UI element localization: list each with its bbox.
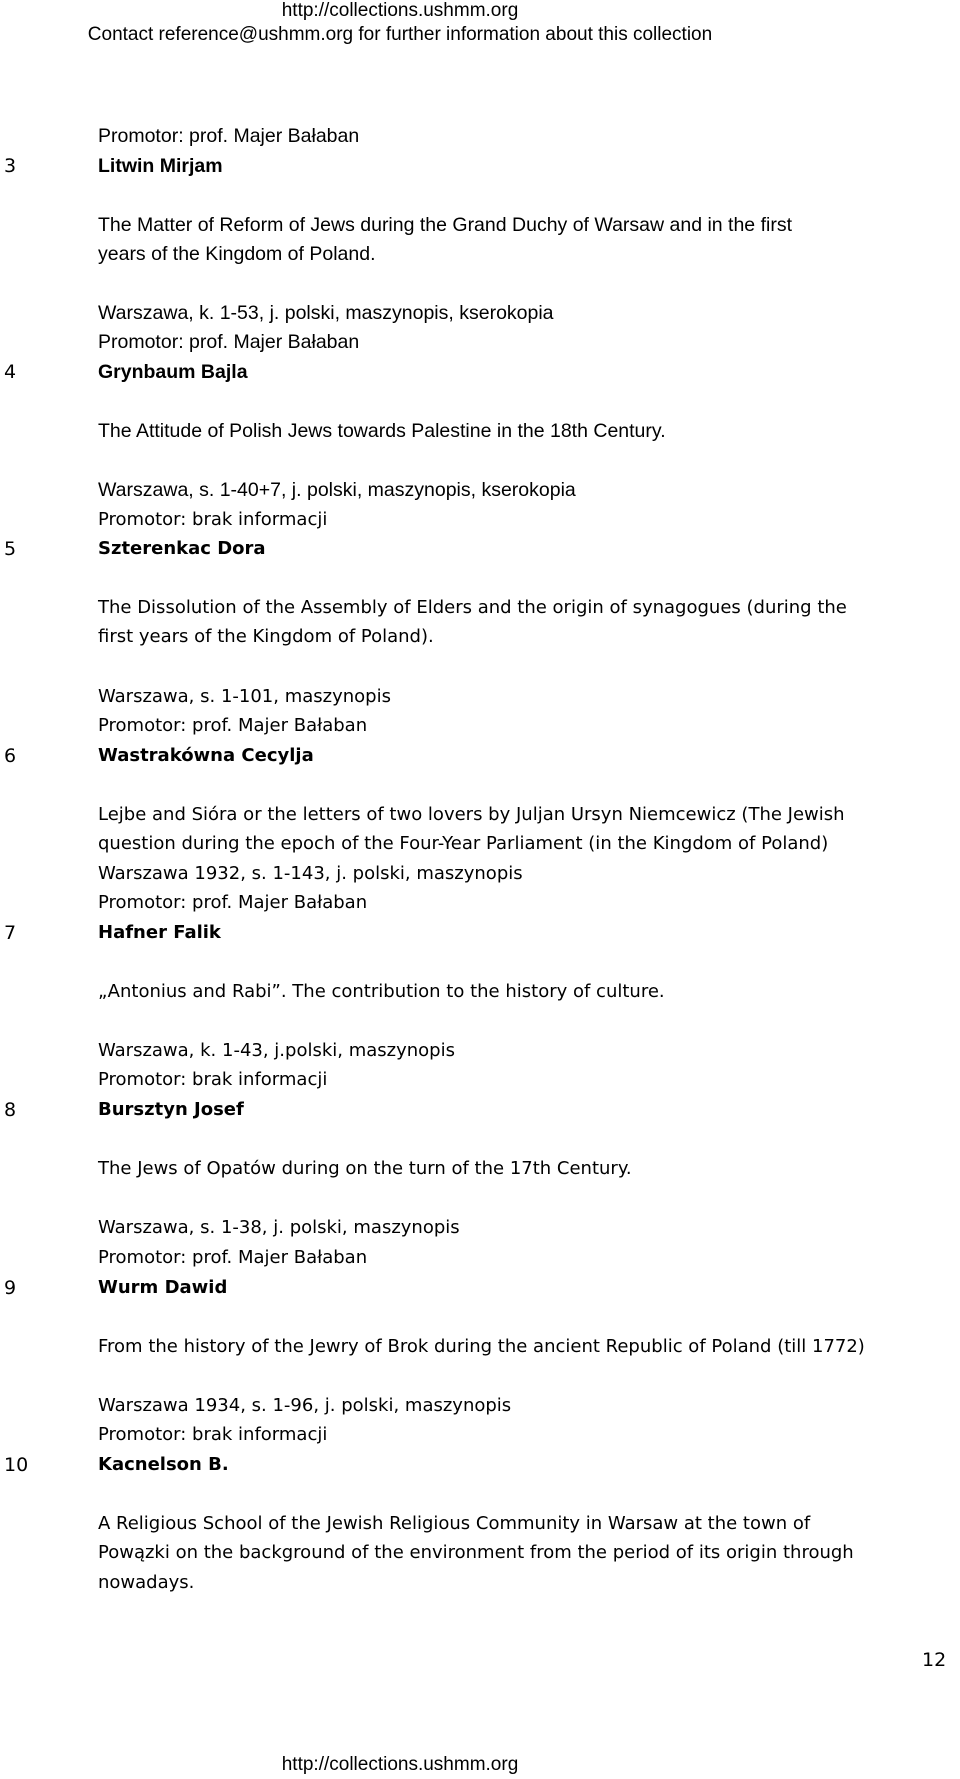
entry-details: Warszawa, k. 1-53, j. polski, maszynopis, kserokopia bbox=[98, 302, 554, 324]
entry-details: Warszawa, s. 1-38, j. polski, maszynopis bbox=[98, 1217, 460, 1238]
entry-title-line: Lejbe and Sióra or the letters of two lovers by Juljan Ursyn Niemcewicz (The Jewish bbox=[98, 804, 845, 825]
entry-title-line: The Matter of Reform of Jews during the Grand Duchy of Warsaw and in the first bbox=[98, 214, 792, 236]
entry-author: Wurm Dawid bbox=[98, 1277, 228, 1298]
entry-title-line: „Antonius and Rabi”. The contribution to the history of culture. bbox=[98, 981, 665, 1002]
entry-number: 9 bbox=[4, 1277, 17, 1299]
page-number: 12 bbox=[922, 1649, 947, 1671]
entry-number: 8 bbox=[4, 1099, 17, 1121]
entry-number: 7 bbox=[4, 922, 17, 944]
entry-details: Warszawa, s. 1-101, maszynopis bbox=[98, 686, 391, 707]
entry-details: Warszawa 1932, s. 1-143, j. polski, maszynopis bbox=[98, 863, 523, 884]
entry-author: Hafner Falik bbox=[98, 922, 221, 943]
header-contact: Contact reference@ushmm.org for further information about this collection bbox=[87, 24, 713, 45]
promoter-line: Promotor: prof. Majer Bałaban bbox=[98, 125, 360, 147]
entry-number: 3 bbox=[4, 155, 17, 177]
entry-author: Grynbaum Bajla bbox=[98, 361, 248, 383]
entry-title-line: nowadays. bbox=[98, 1572, 195, 1593]
promoter-line: Promotor: prof. Majer Bałaban bbox=[98, 715, 368, 736]
entry-title-line: From the history of the Jewry of Brok during the ancient Republic of Poland (till 1772) bbox=[98, 1336, 865, 1357]
entry-title-line: A Religious School of the Jewish Religious Community in Warsaw at the town of bbox=[98, 1513, 811, 1534]
entry-title-line: question during the epoch of the Four-Year Parliament (in the Kingdom of Poland) bbox=[98, 833, 829, 854]
entry-title-line: The Jews of Opatów during on the turn of the 17th Century. bbox=[98, 1158, 632, 1179]
entry-title-line: first years of the Kingdom of Poland). bbox=[98, 626, 434, 647]
entry-details: Warszawa, k. 1-43, j.polski, maszynopis bbox=[98, 1040, 455, 1061]
promoter-line: Promotor: prof. Majer Bałaban bbox=[98, 892, 368, 913]
entry-number: 4 bbox=[4, 361, 17, 383]
promoter-line: Promotor: brak informacji bbox=[98, 1069, 328, 1090]
entry-number: 10 bbox=[4, 1454, 29, 1476]
entry-author: Bursztyn Josef bbox=[98, 1099, 244, 1120]
entry-number: 5 bbox=[4, 538, 17, 560]
entry-details: Warszawa, s. 1-40+7, j. polski, maszynopis, kserokopia bbox=[98, 479, 576, 501]
entry-title-line: The Dissolution of the Assembly of Elders and the origin of synagogues (during the bbox=[98, 597, 847, 618]
entry-number: 6 bbox=[4, 745, 17, 767]
entry-author: Wastrakówna Cecylja bbox=[98, 745, 314, 766]
promoter-line: Promotor: brak informacji bbox=[98, 509, 328, 530]
entry-title-line: years of the Kingdom of Poland. bbox=[98, 243, 376, 265]
entry-details: Warszawa 1934, s. 1-96, j. polski, maszynopis bbox=[98, 1395, 512, 1416]
entry-title-line: Powązki on the background of the environment from the period of its origin through bbox=[98, 1542, 854, 1563]
entry-title-line: The Attitude of Polish Jews towards Palestine in the 18th Century. bbox=[98, 420, 666, 442]
entry-author: Litwin Mirjam bbox=[98, 155, 223, 177]
entry-author: Szterenkac Dora bbox=[98, 538, 266, 559]
promoter-line: Promotor: brak informacji bbox=[98, 1424, 328, 1445]
entry-author: Kacnelson B. bbox=[98, 1454, 229, 1475]
promoter-line: Promotor: prof. Majer Bałaban bbox=[98, 331, 360, 353]
footer-url: http://collections.ushmm.org bbox=[281, 1754, 519, 1775]
promoter-line: Promotor: prof. Majer Bałaban bbox=[98, 1247, 368, 1268]
header-url: http://collections.ushmm.org bbox=[281, 0, 519, 21]
